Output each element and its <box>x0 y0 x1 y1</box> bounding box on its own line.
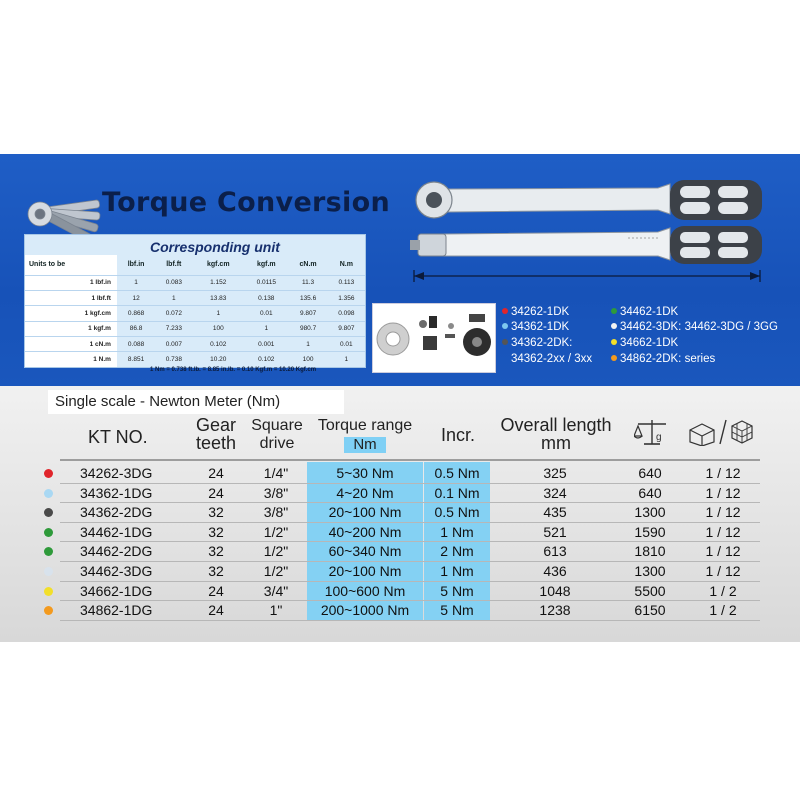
header-gear-line2: teeth <box>195 433 237 453</box>
cell-pack: 1 / 2 <box>709 602 737 619</box>
conv-cell: 1.152 <box>192 275 244 290</box>
conv-cell: 1 <box>328 352 365 367</box>
conv-cell: 0.001 <box>244 337 288 352</box>
header-gear <box>186 416 246 452</box>
header-length-line2: mm <box>541 433 571 453</box>
header-torque-range <box>310 417 420 454</box>
cell-square: 3/8" <box>263 484 289 501</box>
cell-square: 1" <box>269 602 283 619</box>
cell-gear: 32 <box>208 523 224 540</box>
cell-range: 20~100 Nm <box>328 563 402 579</box>
legend-label: 34362-2DK: <box>511 337 573 349</box>
conv-cell: 0.01 <box>244 306 288 321</box>
spec-row <box>0 523 800 542</box>
cell-incr: 0.5 Nm <box>434 504 480 521</box>
cell-kt: 34462-2DG <box>80 543 153 560</box>
conv-cell: 7.233 <box>155 321 192 336</box>
conv-row-label: 1 N.m <box>25 352 117 367</box>
cell-length: 324 <box>543 484 567 501</box>
cell-kt: 34662-1DG <box>80 582 153 599</box>
torque-wrench-illustration <box>408 172 778 292</box>
legend-dot <box>611 308 617 314</box>
cell-weight: 6150 <box>634 602 666 619</box>
spec-row <box>0 464 800 483</box>
row-color-dot <box>44 547 53 556</box>
cell-square: 1/2" <box>263 523 289 540</box>
cell-weight: 640 <box>638 465 662 481</box>
conv-row <box>25 275 365 290</box>
cell-square: 1/4" <box>263 465 289 481</box>
cell-length: 436 <box>543 563 567 579</box>
conv-cell: 0.868 <box>117 306 155 321</box>
conv-col-header: kgf.m <box>256 261 276 269</box>
conv-cell: 135.6 <box>289 290 328 305</box>
conv-row <box>25 337 365 352</box>
legend-label: 34262-1DK <box>511 306 570 318</box>
cell-pack: 1 / 12 <box>705 563 741 579</box>
legend-item <box>611 321 778 333</box>
conv-row <box>25 352 365 367</box>
legend-item <box>611 353 715 365</box>
conv-cell: 1 <box>244 321 288 336</box>
conv-cell: 0.102 <box>244 352 288 367</box>
row-divider <box>60 620 760 621</box>
row-color-dot <box>44 508 53 517</box>
conv-cell: 1 <box>289 337 328 352</box>
header-square <box>245 417 309 453</box>
cell-gear: 24 <box>208 602 224 619</box>
legend-item <box>502 306 569 318</box>
spec-row <box>0 503 800 522</box>
cell-square: 3/8" <box>263 504 289 521</box>
cell-range: 100~600 Nm <box>324 582 406 599</box>
cell-range: 200~1000 Nm <box>320 602 410 619</box>
conv-col-header: kgf.cm <box>206 261 230 269</box>
cell-kt: 34462-1DG <box>80 523 153 540</box>
cell-square: 1/2" <box>263 563 289 579</box>
cell-incr: 1 Nm <box>440 523 474 540</box>
row-color-dot <box>44 606 53 615</box>
cell-gear: 24 <box>208 582 224 599</box>
conv-row-label: 1 kgf.cm <box>25 306 117 321</box>
cell-gear: 32 <box>208 563 224 579</box>
cell-gear: 24 <box>208 484 224 501</box>
header-square-line2: drive <box>259 435 295 452</box>
legend-dot <box>611 339 617 345</box>
header-square-line1: Square <box>251 417 303 434</box>
cell-range: 4~20 Nm <box>336 484 394 501</box>
cell-pack: 1 / 12 <box>705 465 741 481</box>
row-color-dot <box>44 587 53 596</box>
conv-cell: 11.3 <box>289 275 328 290</box>
header-kt-no: KT NO. <box>88 427 148 447</box>
legend-item <box>511 353 592 365</box>
conv-row <box>25 321 365 336</box>
conv-col-header: lbf.ft <box>166 261 182 269</box>
scale-weight-icon <box>634 418 670 446</box>
legend-label: 34362-1DK <box>511 321 570 333</box>
legend-dot <box>502 339 508 345</box>
conv-row-label: 1 lbf.in <box>25 275 117 290</box>
cell-weight: 1300 <box>634 504 666 521</box>
conv-cell: 0.072 <box>155 306 192 321</box>
conv-cell: 0.083 <box>155 275 192 290</box>
package-box-icon <box>688 418 756 446</box>
legend-label: 34462-1DK <box>620 306 679 318</box>
conv-cell: 0.138 <box>244 290 288 305</box>
row-color-dot <box>44 469 53 478</box>
conv-cell: 9.807 <box>289 306 328 321</box>
header-range-line1: Torque range <box>317 417 413 434</box>
spec-row <box>0 484 800 503</box>
conv-cell: 0.098 <box>328 306 365 321</box>
conv-col-header: lbf.in <box>127 261 145 269</box>
cell-length: 1048 <box>539 582 571 599</box>
cell-square: 1/2" <box>263 543 289 560</box>
cell-length: 521 <box>543 523 567 540</box>
cell-length: 613 <box>543 543 567 560</box>
cell-range: 20~100 Nm <box>328 504 402 521</box>
repair-kit-parts-image <box>372 303 496 373</box>
spec-row <box>0 601 800 620</box>
cell-length: 1238 <box>539 602 571 619</box>
cell-square: 3/4" <box>263 582 289 599</box>
conv-cell: 100 <box>289 352 328 367</box>
cell-kt: 34862-1DG <box>80 602 153 619</box>
conv-cell: 0.007 <box>155 337 192 352</box>
cell-kt: 34462-3DG <box>80 563 153 579</box>
legend-label: 34662-1DK <box>620 337 679 349</box>
header-length-line1: Overall length <box>500 415 612 435</box>
conv-cell: 0.113 <box>328 275 365 290</box>
cell-incr: 5 Nm <box>440 582 474 599</box>
cell-weight: 1590 <box>634 523 666 540</box>
conv-cell: 1 <box>155 290 192 305</box>
legend-item <box>611 337 678 349</box>
conv-row <box>25 290 365 305</box>
conv-row-label: 1 lbf.ft <box>25 290 117 305</box>
conversion-note: 1 Nm = 0.738 ft.lb. = 8.85 in.lb. = 0.10 Kgf.m = 10.20 Kgf.cm <box>150 367 317 373</box>
row-color-dot <box>44 489 53 498</box>
cell-range: 40~200 Nm <box>328 523 402 540</box>
conv-cell: 1.356 <box>328 290 365 305</box>
conv-cell: 9.807 <box>328 321 365 336</box>
legend-label: 34862-2DK: series <box>620 353 716 365</box>
legend-label: 34462-3DK: 34462-3DG / 3GG <box>620 321 778 333</box>
cell-range: 5~30 Nm <box>336 465 394 481</box>
conv-cell: 0.738 <box>155 352 192 367</box>
row-color-dot <box>44 567 53 576</box>
wrench-top-view <box>416 180 762 220</box>
legend-item <box>611 306 678 318</box>
conv-row-label: 1 kgf.m <box>25 321 117 336</box>
legend-label: 34362-2xx / 3xx <box>511 353 593 365</box>
legend-dot <box>611 323 617 329</box>
spec-row <box>0 542 800 561</box>
conv-col-header: cN.m <box>299 261 317 269</box>
cell-weight: 640 <box>638 484 662 501</box>
header-divider <box>60 459 760 461</box>
legend-dot <box>611 355 617 361</box>
conv-cell: 12 <box>117 290 155 305</box>
conv-cell: 8.851 <box>117 352 155 367</box>
cell-kt: 34362-1DG <box>80 484 153 501</box>
page-title: Torque Conversion <box>102 187 390 218</box>
spec-row <box>0 582 800 601</box>
cell-pack: 1 / 12 <box>705 543 741 560</box>
weight-unit-label: g <box>656 432 662 443</box>
wrench-side-view <box>410 226 762 264</box>
cell-pack: 1 / 12 <box>705 484 741 501</box>
cell-kt: 34262-3DG <box>80 465 153 481</box>
conv-cell: 0.01 <box>328 337 365 352</box>
conv-cell: 13.83 <box>192 290 244 305</box>
cell-pack: 1 / 12 <box>705 523 741 540</box>
row-color-dot <box>44 528 53 537</box>
cell-range: 60~340 Nm <box>328 543 402 560</box>
cell-incr: 5 Nm <box>440 602 474 619</box>
header-incr: Incr. <box>440 425 475 445</box>
legend-item <box>502 337 572 349</box>
legend-dot <box>502 323 508 329</box>
legend-item <box>502 321 569 333</box>
length-dimension-arrow <box>414 270 760 282</box>
conv-cell: 100 <box>192 321 244 336</box>
cell-length: 325 <box>543 465 567 481</box>
cell-length: 435 <box>543 504 567 521</box>
conv-row-label: 1 cN.m <box>25 337 117 352</box>
cell-pack: 1 / 12 <box>705 504 741 521</box>
cell-incr: 0.5 Nm <box>434 465 480 481</box>
spec-subtitle: Single scale - Newton Meter (Nm) <box>48 390 344 414</box>
cell-incr: 2 Nm <box>440 543 474 560</box>
cell-incr: 1 Nm <box>440 563 474 579</box>
conv-col-header: N.m <box>339 261 353 269</box>
header-gear-line1: Gear <box>195 415 237 435</box>
units-corner-label: Units to be <box>25 255 117 275</box>
conv-cell: 980.7 <box>289 321 328 336</box>
conv-cell: 0.102 <box>192 337 244 352</box>
conv-cell: 0.0115 <box>244 275 288 290</box>
legend-dot <box>502 308 508 314</box>
conv-cell: 0.088 <box>117 337 155 352</box>
cell-gear: 24 <box>208 465 224 481</box>
cell-weight: 1810 <box>634 543 666 560</box>
cell-weight: 1300 <box>634 563 666 579</box>
cell-incr: 0.1 Nm <box>434 484 480 501</box>
header-range-unit: Nm <box>344 437 385 453</box>
cell-gear: 32 <box>208 543 224 560</box>
cell-weight: 5500 <box>634 582 666 599</box>
header-length <box>494 416 618 452</box>
conv-cell: 1 <box>192 306 244 321</box>
cell-pack: 1 / 2 <box>709 582 737 599</box>
conv-cell: 10.20 <box>192 352 244 367</box>
conv-cell: 86.8 <box>117 321 155 336</box>
conversion-heading: Corresponding unit <box>150 239 280 255</box>
spec-row <box>0 562 800 581</box>
conv-row <box>25 306 365 321</box>
cell-gear: 32 <box>208 504 224 521</box>
conv-cell: 1 <box>117 275 155 290</box>
cell-kt: 34362-2DG <box>80 504 153 521</box>
